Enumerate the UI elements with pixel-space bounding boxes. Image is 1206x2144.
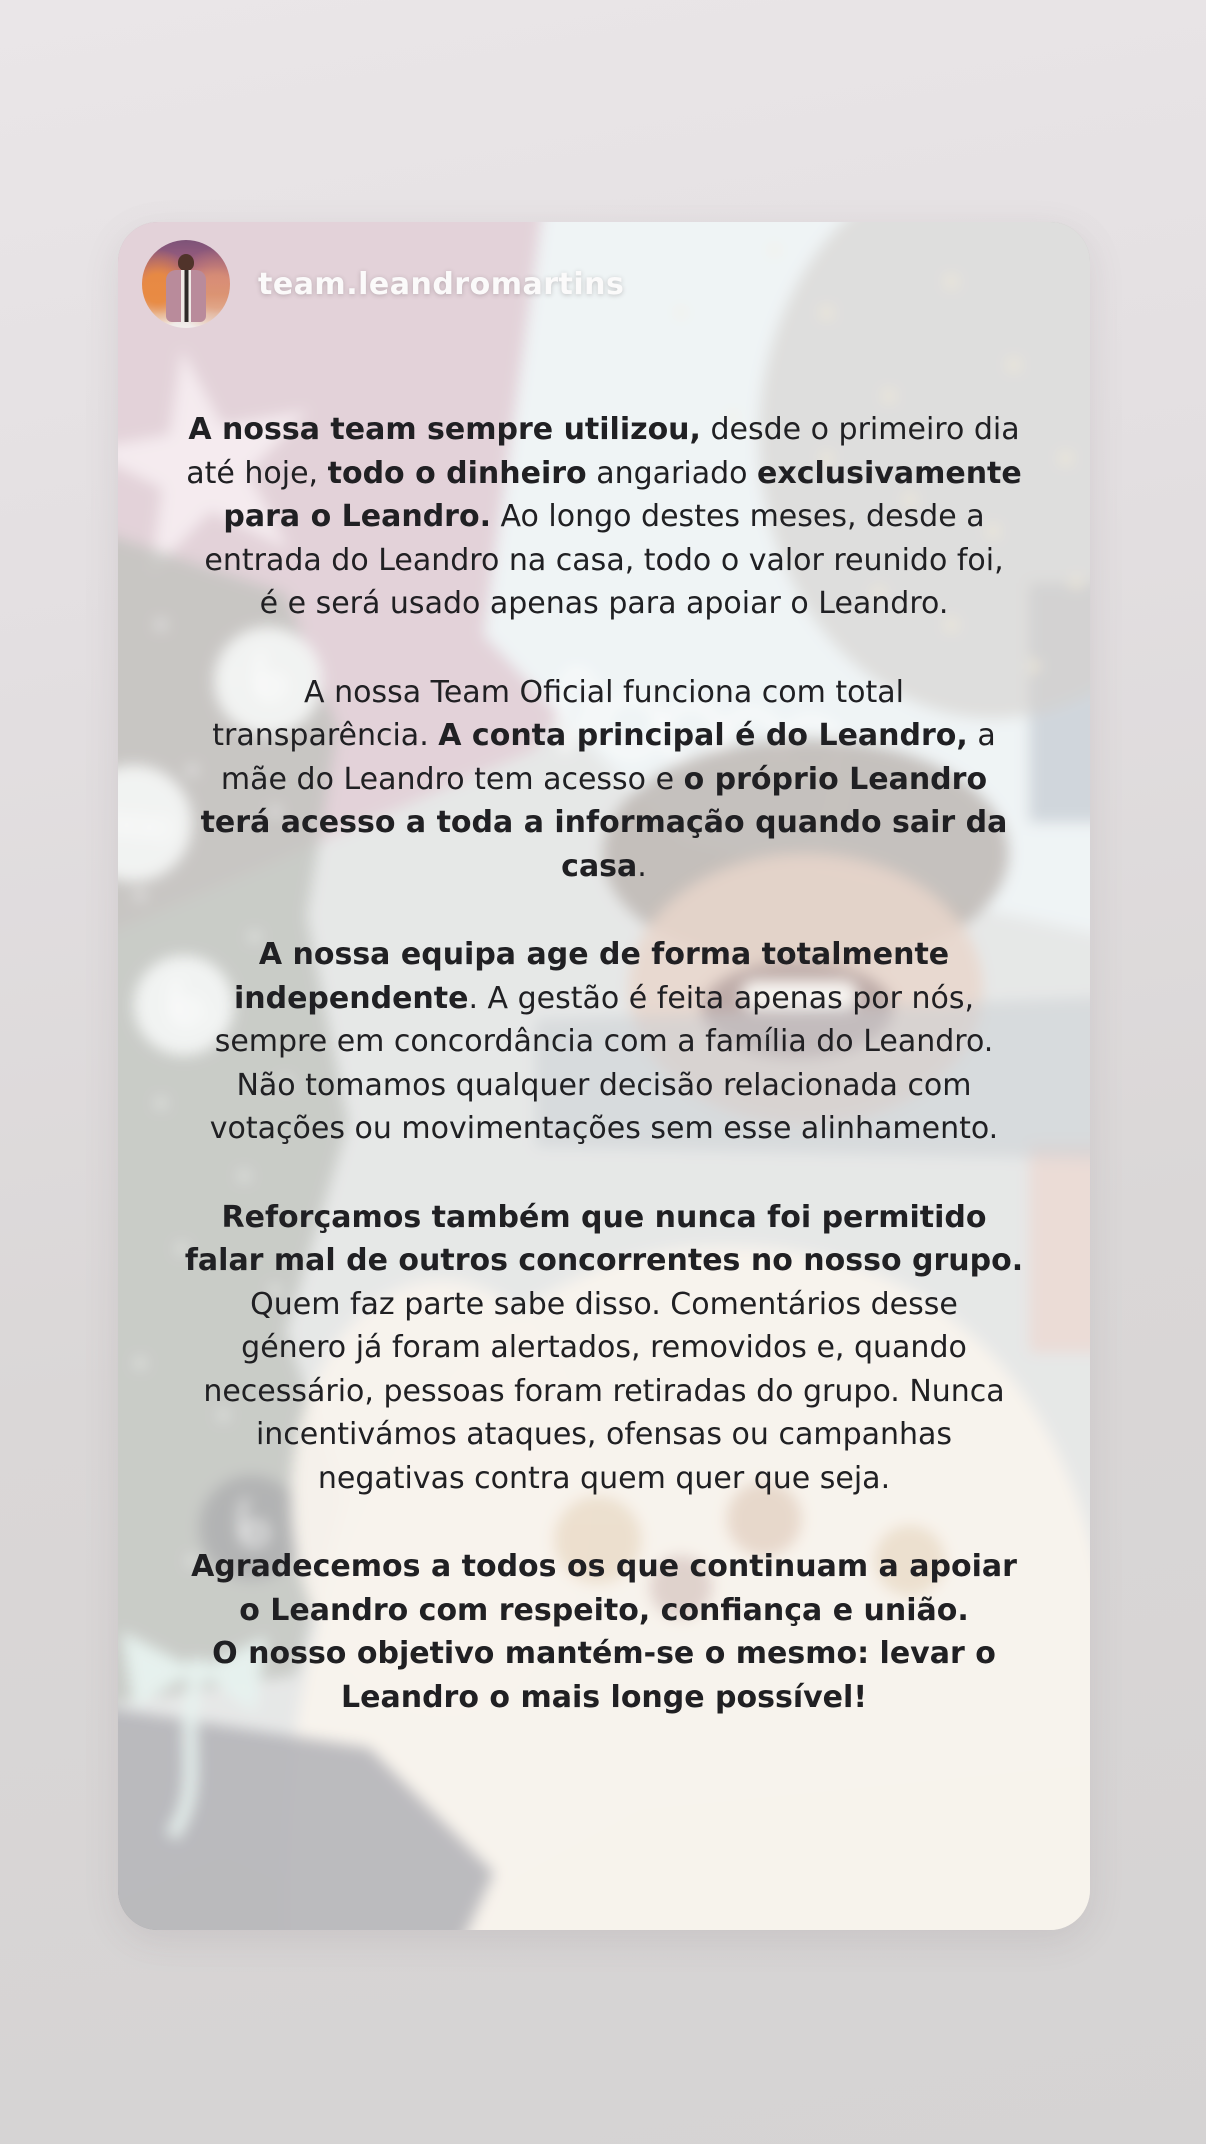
avatar[interactable] bbox=[142, 240, 230, 328]
text-run: A conta principal é do Leandro, bbox=[438, 718, 968, 753]
story-line bbox=[168, 977, 1040, 1021]
text-run: Agradecemos a todos os que continuam a apoiar bbox=[191, 1549, 1017, 1584]
text-run: a bbox=[967, 718, 996, 753]
text-run: transparência. bbox=[212, 718, 439, 753]
text-run: falar mal de outros concorrentes no nosso grupo. bbox=[184, 1243, 1024, 1278]
story-line bbox=[168, 845, 1040, 889]
text-run: Leandro o mais longe possível! bbox=[341, 1679, 867, 1715]
story-line bbox=[168, 1283, 1040, 1327]
text-run: terá acesso a toda a informação quando sair da bbox=[200, 805, 1008, 840]
story-line bbox=[168, 671, 1040, 715]
text-run: A nossa equipa age de forma totalmente bbox=[258, 937, 950, 972]
story-line bbox=[168, 933, 1040, 977]
text-run: é e será usado apenas para apoiar o Leandro. bbox=[259, 586, 949, 621]
text-run: para o Leandro. bbox=[223, 499, 491, 534]
story-paragraph bbox=[168, 1196, 1040, 1501]
text-run: casa bbox=[561, 848, 638, 884]
story-line bbox=[168, 1107, 1040, 1151]
text-run: necessário, pessoas foram retiradas do grupo. Nunca bbox=[203, 1373, 1005, 1409]
story-paragraph bbox=[168, 408, 1040, 626]
text-run: A nossa team sempre utilizou, bbox=[188, 412, 701, 447]
text-run: incentivámos ataques, ofensas ou campanhas bbox=[255, 1417, 953, 1452]
text-run: todo o dinheiro bbox=[327, 455, 587, 491]
story-card[interactable] bbox=[118, 222, 1090, 1930]
story-line bbox=[168, 714, 1040, 758]
text-run: Quem faz parte sabe disso. Comentários desse bbox=[250, 1286, 958, 1322]
text-run: mãe do Leandro tem acesso e bbox=[220, 761, 684, 797]
story-line bbox=[168, 1020, 1040, 1064]
text-run: desde o primeiro dia bbox=[700, 412, 1020, 447]
avatar-figure-head bbox=[178, 254, 194, 271]
text-run: negativas contra quem quer que seja. bbox=[317, 1460, 891, 1496]
text-run: votações ou movimentações sem esse alinhamento. bbox=[209, 1111, 999, 1146]
text-run: angariado bbox=[586, 455, 758, 491]
story-paragraph bbox=[168, 933, 1040, 1151]
text-run: género já foram alertados, removidos e, quando bbox=[241, 1330, 967, 1365]
avatar-figure-body bbox=[166, 270, 206, 322]
story-line bbox=[168, 1370, 1040, 1414]
text-run: Não tomamos qualquer decisão relacionada com bbox=[236, 1067, 972, 1103]
text-run: independente bbox=[233, 980, 469, 1016]
story-line bbox=[168, 1457, 1040, 1501]
story-line bbox=[168, 408, 1040, 452]
text-run: exclusivamente bbox=[757, 455, 1022, 491]
story-line bbox=[168, 1239, 1040, 1283]
story-line bbox=[168, 1545, 1040, 1589]
story-line bbox=[168, 1676, 1040, 1720]
text-run: . A gestão é feita apenas por nós, bbox=[468, 980, 975, 1016]
story-line bbox=[168, 1196, 1040, 1240]
story-line bbox=[168, 801, 1040, 845]
story-line bbox=[168, 1064, 1040, 1108]
story-line bbox=[168, 495, 1040, 539]
story-line bbox=[168, 452, 1040, 496]
story-line bbox=[168, 1632, 1040, 1676]
username[interactable]: team.leandromartins bbox=[258, 266, 625, 302]
story-line bbox=[168, 1326, 1040, 1370]
text-run: o Leandro com respeito, confiança e união. bbox=[239, 1592, 969, 1628]
story-line bbox=[168, 1589, 1040, 1633]
story-header bbox=[142, 240, 624, 328]
story-paragraphs bbox=[168, 408, 1040, 1719]
text-run: O nosso objetivo mantém-se o mesmo: levar o bbox=[212, 1636, 996, 1671]
story-line bbox=[168, 1413, 1040, 1457]
story-paragraph bbox=[168, 1545, 1040, 1719]
text-run: . bbox=[637, 848, 647, 884]
text-run: sempre em concordância com a família do Leandro. bbox=[214, 1024, 994, 1059]
text-run: Reforçamos também que nunca foi permitido bbox=[221, 1199, 987, 1235]
text-run: o próprio Leandro bbox=[683, 761, 988, 797]
story-line bbox=[168, 582, 1040, 626]
story-line bbox=[168, 539, 1040, 583]
text-run: entrada do Leandro na casa, todo o valor reunido foi, bbox=[204, 542, 1004, 578]
story-line bbox=[168, 758, 1040, 802]
text-run: A nossa Team Oficial funciona com total bbox=[304, 674, 904, 710]
story-paragraph bbox=[168, 671, 1040, 889]
text-run: Ao longo destes meses, desde a bbox=[491, 499, 985, 534]
text-run: até hoje, bbox=[186, 455, 328, 491]
